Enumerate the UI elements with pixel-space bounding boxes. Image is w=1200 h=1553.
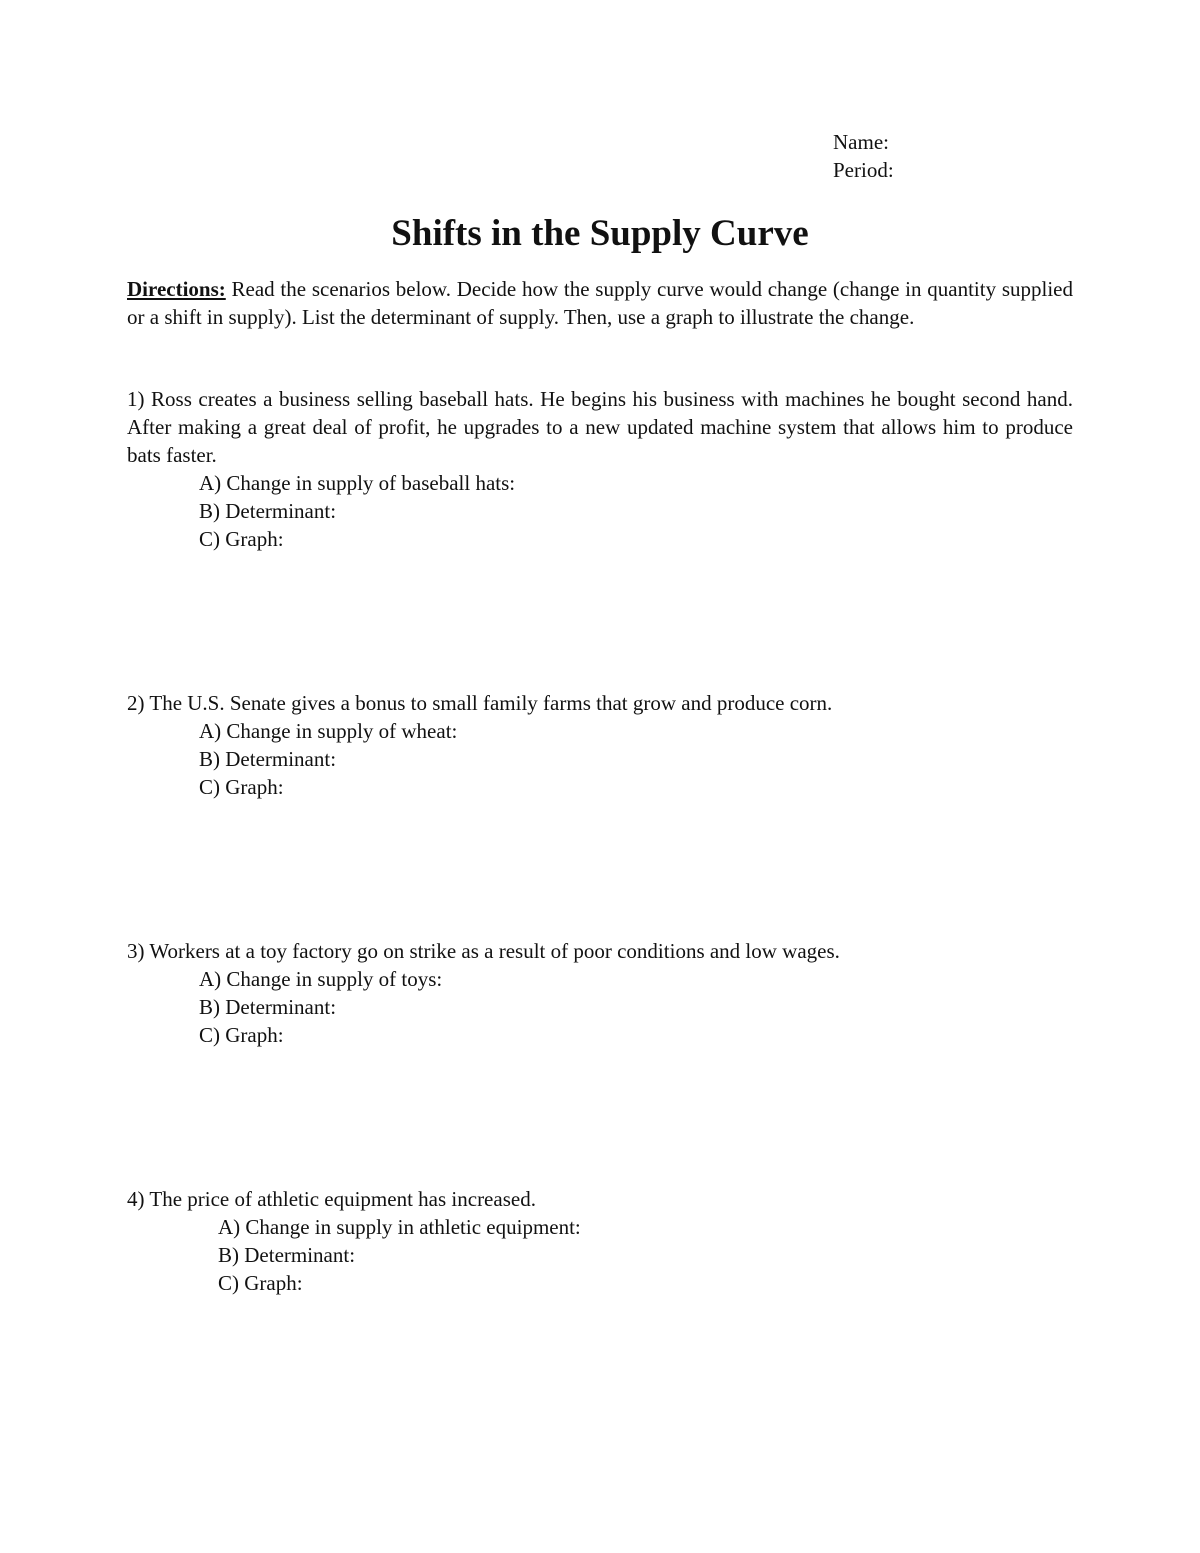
question-3-part-b: B) Determinant: (199, 995, 337, 1019)
question-1-part-a: A) Change in supply of baseball hats: (199, 471, 516, 495)
question-3-text: 3) Workers at a toy factory go on strike as a result of poor conditions and low wages. (127, 939, 840, 963)
page-title: Shifts in the Supply Curve (391, 213, 809, 254)
question-3 (127, 937, 1073, 1049)
question-4 (127, 1185, 1073, 1297)
question-3-part-c: C) Graph: (199, 1023, 284, 1047)
question-2 (127, 689, 1073, 801)
question-1-text: 1) Ross creates a business selling baseball hats. He begins his business with machines he bought second hand. After making a great deal of profit, he upgrades to a new updated machine system that allows him to produce bats faster. (127, 387, 1073, 467)
name-label: Name: (833, 130, 889, 154)
question-1-part-b: B) Determinant: (199, 499, 337, 523)
question-1-part-c: C) Graph: (199, 527, 284, 551)
directions-label: Directions: (127, 277, 226, 301)
directions-text: Read the scenarios below. Decide how the supply curve would change (change in quantity supplied or a shift in supply). List the determinant of supply. Then, use a graph to illustrate the change. (127, 277, 1073, 329)
period-label: Period: (833, 158, 894, 182)
question-4-part-b: B) Determinant: (218, 1243, 356, 1267)
question-4-part-a: A) Change in supply in athletic equipment: (218, 1215, 581, 1239)
name-period-block (833, 128, 894, 184)
question-1 (127, 385, 1073, 553)
question-2-part-b: B) Determinant: (199, 747, 337, 771)
directions (127, 275, 1073, 331)
question-4-part-c: C) Graph: (218, 1271, 303, 1295)
question-3-part-a: A) Change in supply of toys: (199, 967, 443, 991)
question-2-part-c: C) Graph: (199, 775, 284, 799)
question-4-text: 4) The price of athletic equipment has increased. (127, 1187, 536, 1211)
question-2-text: 2) The U.S. Senate gives a bonus to small family farms that grow and produce corn. (127, 691, 833, 715)
question-2-part-a: A) Change in supply of wheat: (199, 719, 458, 743)
